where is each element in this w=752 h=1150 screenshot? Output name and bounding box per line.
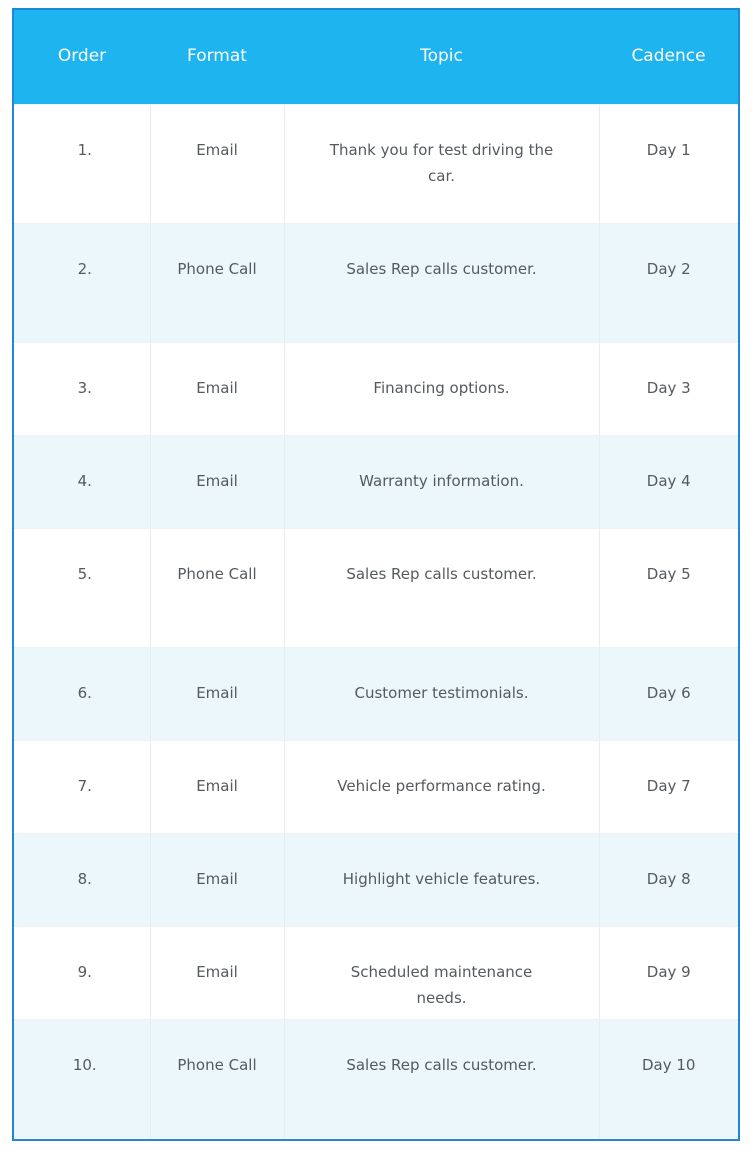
table-row <box>14 647 738 740</box>
order-cell: 5. <box>77 564 92 583</box>
order-cell: 1. <box>77 140 92 159</box>
table-body <box>14 104 738 1138</box>
table-row <box>14 342 738 435</box>
column-header-order: Order <box>57 45 107 66</box>
cadence-cell: Day 4 <box>599 435 738 528</box>
table-row <box>14 833 738 926</box>
order-cell: 3. <box>77 378 92 397</box>
format-cell: Email <box>150 435 284 528</box>
order-cell: 2. <box>77 259 92 278</box>
topic-cell: Scheduled maintenance needs. <box>284 926 599 1019</box>
topic-cell: Vehicle performance rating. <box>284 740 599 833</box>
format-cell: Email <box>150 926 284 1019</box>
format-cell: Email <box>150 342 284 435</box>
table-row <box>14 926 738 1019</box>
table-row <box>14 104 738 223</box>
email-cadence-table <box>14 10 738 1138</box>
order-cell: 7. <box>77 776 92 795</box>
order-cell: 4. <box>77 471 92 490</box>
cadence-cell: Day 2 <box>599 223 738 342</box>
format-cell: Email <box>150 740 284 833</box>
format-cell: Phone Call <box>150 223 284 342</box>
cadence-cell: Day 7 <box>599 740 738 833</box>
email-cadence-table-frame <box>12 8 740 1141</box>
table-header <box>14 10 738 104</box>
table-row <box>14 435 738 528</box>
table-row <box>14 740 738 833</box>
format-cell: Phone Call <box>150 528 284 647</box>
cadence-cell: Day 9 <box>599 926 738 1019</box>
cadence-cell: Day 3 <box>599 342 738 435</box>
order-cell: 6. <box>77 683 92 702</box>
order-cell: 9. <box>77 962 92 981</box>
order-cell: 10. <box>72 1055 97 1074</box>
format-cell: Phone Call <box>150 1019 284 1138</box>
topic-cell: Sales Rep calls customer. <box>284 1019 599 1138</box>
topic-cell: Sales Rep calls customer. <box>284 223 599 342</box>
table-row <box>14 528 738 647</box>
topic-cell: Warranty information. <box>284 435 599 528</box>
cadence-cell: Day 8 <box>599 833 738 926</box>
cadence-cell: Day 5 <box>599 528 738 647</box>
column-header-format: Format <box>187 45 247 66</box>
column-header-topic: Topic <box>420 45 463 66</box>
table-row <box>14 1019 738 1138</box>
topic-cell: Sales Rep calls customer. <box>284 528 599 647</box>
format-cell: Email <box>150 833 284 926</box>
column-header-cadence: Cadence <box>631 45 706 66</box>
topic-cell: Thank you for test driving the car. <box>284 104 599 223</box>
cadence-cell: Day 10 <box>599 1019 738 1138</box>
cadence-cell: Day 6 <box>599 647 738 740</box>
topic-cell: Financing options. <box>284 342 599 435</box>
cadence-cell: Day 1 <box>599 104 738 223</box>
format-cell: Email <box>150 647 284 740</box>
order-cell: 8. <box>77 869 92 888</box>
table-row <box>14 223 738 342</box>
topic-cell: Customer testimonials. <box>284 647 599 740</box>
header-row <box>14 10 738 104</box>
topic-cell: Highlight vehicle features. <box>284 833 599 926</box>
format-cell: Email <box>150 104 284 223</box>
